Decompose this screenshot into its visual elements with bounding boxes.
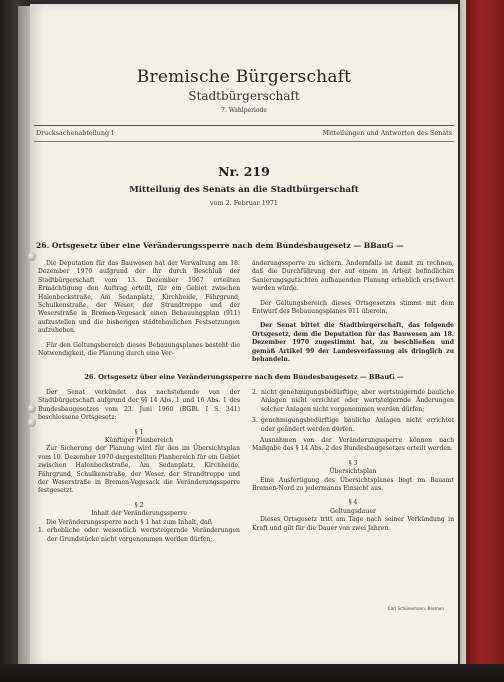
binder-rings — [26, 0, 38, 682]
binder-ring-hole — [28, 418, 36, 427]
list-text: nicht genehmigungsbedürftige, aber wertsteigernde bauliche Anlagen nicht errichtet oder wertsteigernde Änderungen solcher Anlagen nicht vorgenommen werden dürfen; — [261, 389, 454, 413]
running-header-left: Drucksachenabteilung I — [36, 129, 114, 137]
section-title: Künftiger Planbereich — [104, 437, 174, 445]
printer-imprint: Carl Schünemann, Bremen — [387, 606, 444, 611]
binder-cover-right — [466, 0, 504, 682]
binder-ring-hole — [28, 404, 36, 413]
list-item — [38, 527, 240, 544]
section-number: § 2 — [134, 501, 144, 509]
left-column-law — [38, 389, 240, 544]
paragraph: änderungssperre zu sichern. Andernfalls ist damit zu rechnen, daß die Durchführung der auf einem in Arbeit befindlichen Sanierungsgutachten aufbauenden Planung erheblich erschwert werden würde. — [252, 260, 454, 293]
document-date: vom 2. Februar 1971 — [210, 199, 278, 207]
list-number: 2. — [252, 389, 258, 396]
law-intro: Der Senat verkündet das nachstehende von der Stadtbürgerschaft aufgrund der §§ 14 Abs. 1 und 16 Abs. 1 des Bundesbaugesetzes vom 23. Juni 1960 (BGBl. I S. 341) beschlossene Ortsgesetz: — [38, 389, 240, 422]
section-title: Geltungsdauer — [330, 507, 376, 515]
header-rule-bottom — [34, 141, 454, 142]
document-title: Mitteilung des Senats an die Stadtbürgerschaft — [129, 185, 359, 195]
masthead-period: 7. Wahlperiode — [221, 107, 267, 114]
document-page — [30, 4, 458, 666]
left-column-intro — [38, 260, 240, 358]
list-text: genehmigungsbedürftige bauliche Anlagen nicht errichtet oder geändert werden dürfen. — [261, 417, 454, 433]
masthead — [30, 67, 458, 114]
running-header — [36, 129, 452, 137]
list-number: 1. — [38, 527, 44, 535]
section-title: Inhalt der Veränderungssperre — [91, 510, 187, 518]
paragraph: Die Deputation für das Bauwesen hat der Verwaltung am 18. Dezember 1970 aufgrund der ihr durch Beschluß der Stadtbürgerschaft vom 13. Dezember 1967 erteilten Ermächtigung den Auftrag erteilt, für ein Gebiet zwischen Halenbeckstraße, Am Sedanplatz, Kirchheide, Fährgrund, Schulkenstraße, der Weser, der Strandtreppe und der Weserstraße in Bremen-Vegesack einen Bebauungsplan (911) aufzustellen und die bisherigen städtebaulichen Festsetzungen aufzuheben. — [38, 260, 240, 335]
section-text: Eine Ausfertigung des Übersichtsplanes liegt im Bauamt Bremen-Nord zu jedermanns Einsicht aus. — [252, 476, 454, 493]
section-heading: 26. Ortsgesetz über eine Veränderungssperre nach dem Bundesbaugesetz — BBauG — — [36, 241, 404, 250]
section-number: § 4 — [348, 499, 358, 507]
section-number: § 3 — [348, 459, 358, 467]
section-number: § 1 — [134, 428, 144, 436]
section-text: Zur Sicherung der Planung wird für den im Übersichtsplan vom 10. Dezember 1970 dargestellten Planbereich für ein Gebiet zwischen Halenbeckstraße, Am Sedanplatz, Kirchheide, Fährgrund, Schulkenstraße, der Weser, der Strandtreppe und der Weserstraße in Bremen-Vegesack die Veränderungssperre festgesetzt. — [38, 445, 240, 495]
list-number: 3. — [252, 417, 258, 425]
masthead-title: Bremische Bürgerschaft — [136, 67, 352, 87]
running-header-right: Mitteilungen und Antworten des Senats — [322, 129, 452, 137]
binder-ring-hole — [28, 252, 36, 261]
right-column-intro — [252, 260, 454, 364]
paragraph: Der Geltungsbereich dieses Ortsgesetzes stimmt mit dem Entwurf des Bebauungsplanes 911 überein. — [252, 299, 454, 316]
desk-surface — [0, 664, 504, 682]
list-text: erhebliche oder wesentlich wertsteigernde Veränderungen der Grundstücke nicht vorgenommen werden dürfen; — [47, 527, 240, 543]
request-paragraph: Der Senat bittet die Stadtbürgerschaft, das folgende Ortsgesetz, dem die Deputation für das Bauwesen am 18. Dezember 1970 zugestimmt hat, zu beschließen und gemäß Artikel 99 der Landesverfassung als dringlich zu behandeln. — [252, 322, 454, 364]
list-item — [252, 389, 454, 414]
section-title: Übersichtsplan — [329, 468, 377, 476]
section-text: Dieses Ortsgesetz tritt am Tage nach seiner Verkündung in Kraft und gilt für die Dauer von zwei Jahren. — [252, 516, 454, 532]
masthead-subtitle: Stadtbürgerschaft — [188, 89, 300, 103]
paragraph: Für den Geltungsbereich dieses Bebauungsplanes besteht die Notwendigkeit, die Planung durch eine Ver- — [38, 341, 240, 358]
section-text: Die Veränderungssperre nach § 1 hat zum Inhalt, daß — [46, 518, 212, 526]
exceptions-text: Ausnahmen von der Veränderungssperre können nach Maßgabe des § 14 Abs. 2 des Bundesbaugesetzes erteilt werden. — [252, 437, 454, 453]
document-number: Nr. 219 — [218, 164, 270, 179]
law-heading: 26. Ortsgesetz über eine Veränderungssperre nach dem Bundesbaugesetz — BBauG — — [84, 373, 404, 381]
right-column-law — [252, 389, 454, 533]
header-rule-top — [34, 125, 454, 126]
list-item — [252, 417, 454, 434]
